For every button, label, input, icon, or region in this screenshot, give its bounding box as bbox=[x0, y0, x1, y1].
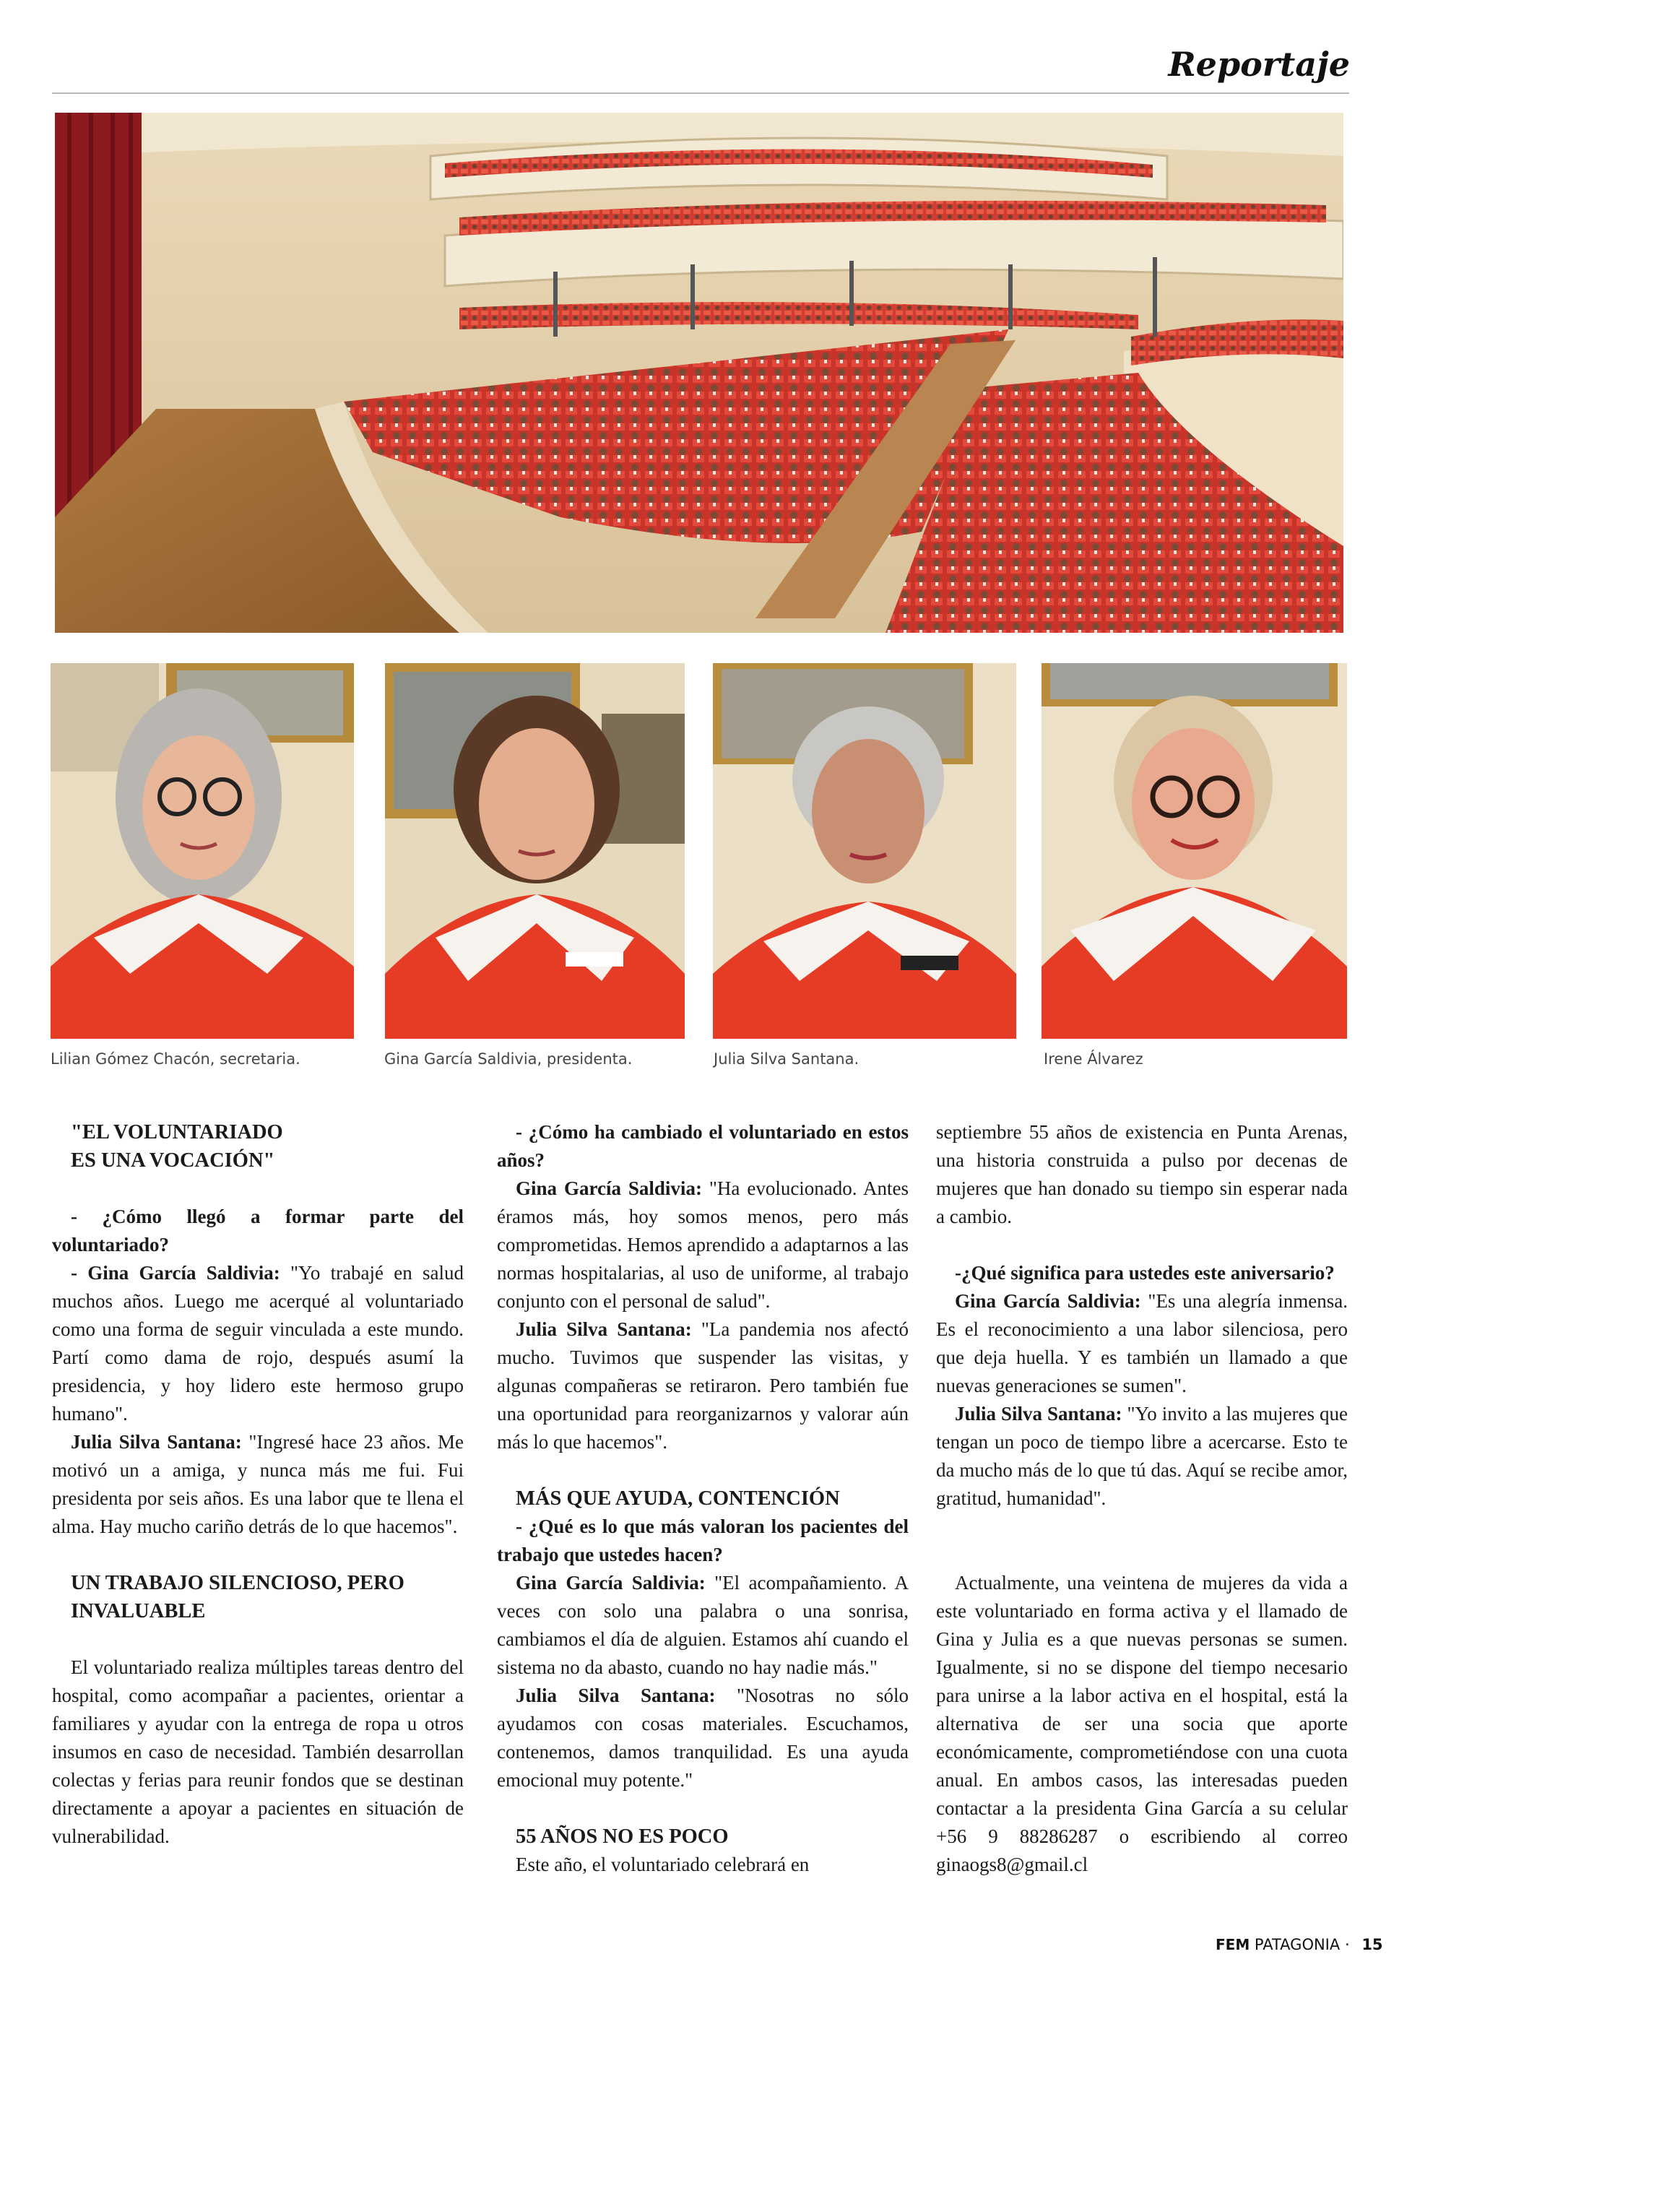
portrait-photo-icon bbox=[51, 663, 354, 1039]
page-number: 15 bbox=[1361, 1936, 1383, 1953]
section-heading: 55 AÑOS NO ES POCO bbox=[516, 1825, 729, 1848]
top-rule bbox=[52, 92, 1349, 94]
answer-text: "Ingresé hace 23 años. Me motivó un a amiga, y nunca más me fui. Fui presidenta por seis años. Es una labor que te llena el alma. Hay mucho cariño detrás de lo que hacemos". bbox=[52, 1431, 464, 1537]
caption-gina: Gina García Saldivia, presidenta. bbox=[384, 1050, 633, 1068]
answer-text: "Yo invito a las mujeres que tengan un poco de tiempo libre a acercarse. Esto te da mucho más de lo que tú das. Aquí se recibe amor, gratitud, humanidad". bbox=[936, 1403, 1348, 1509]
body-paragraph: Actualmente, una veintena de mujeres da vida a este voluntariado en forma activa y el llamado de Gina y Julia es a que nuevas personas se sumen. Igualmente, si no se dispone del tiempo necesario para unirse a la labor activa en el hospital, está la alternativa de ser una socia que aporte económicamente, comprometiéndose con una cuota anual. En ambos casos, las interesadas pueden contactar a la presidenta Gina García a su celular +56 9 88286287 o escribiendo al correo ginaogs8@gmail.cl bbox=[936, 1572, 1348, 1875]
question: - ¿Cómo llegó a formar parte del voluntariado? bbox=[52, 1206, 464, 1255]
auditorium-photo bbox=[55, 113, 1343, 633]
section-heading: ES UNA VOCACIÓN" bbox=[71, 1149, 275, 1172]
magazine-brand: FEM bbox=[1216, 1936, 1250, 1953]
question: - ¿Qué es lo que más valoran los pacientes del trabajo que ustedes hacen? bbox=[497, 1516, 909, 1565]
page-footer bbox=[1216, 1936, 1383, 1953]
answer bbox=[497, 1682, 909, 1794]
section-heading: MÁS QUE AYUDA, CONTENCIÓN bbox=[516, 1487, 840, 1510]
caption-lilian: Lilian Gómez Chacón, secretaria. bbox=[51, 1050, 300, 1068]
column-1 bbox=[52, 1118, 464, 1851]
column-2 bbox=[497, 1118, 909, 1879]
section-heading: "EL VOLUNTARIADO bbox=[71, 1121, 283, 1144]
speaker: Julia Silva Santana: bbox=[71, 1431, 242, 1453]
column-3 bbox=[936, 1118, 1348, 1879]
section-label: Reportaje bbox=[1168, 45, 1350, 84]
answer bbox=[497, 1315, 909, 1456]
answer bbox=[936, 1400, 1348, 1513]
answer bbox=[497, 1569, 909, 1682]
footer-separator: · bbox=[1344, 1936, 1350, 1953]
portrait-photo-icon bbox=[385, 663, 685, 1039]
answer-text: "Nosotras no sólo ayudamos con cosas materiales. Escuchamos, contenemos, damos tranquilidad. Es una ayuda emocional muy potente." bbox=[497, 1685, 909, 1791]
speaker: - Gina García Saldivia: bbox=[71, 1262, 280, 1284]
question: - ¿Cómo ha cambiado el voluntariado en estos años? bbox=[497, 1121, 909, 1171]
speaker: Gina García Saldivia: bbox=[516, 1177, 702, 1199]
answer-text: "Es una alegría inmensa. Es el reconocimiento a una labor silenciosa, pero que deja huella. Y es también un llamado a que nuevas generaciones se sumen". bbox=[936, 1290, 1348, 1396]
body-paragraph: El voluntariado realiza múltiples tareas dentro del hospital, como acompañar a pacientes, orientar a familiares y ayudar con la entrega de ropa u otros insumos en caso de necesidad. También desarrollan colectas y ferias para reunir fondos que se destinan directamente a apoyar a pacientes en situación de vulnerabilidad. bbox=[52, 1656, 464, 1847]
portrait-photo-icon bbox=[1042, 663, 1347, 1039]
answer bbox=[52, 1428, 464, 1541]
speaker: Julia Silva Santana: bbox=[516, 1318, 692, 1340]
portrait-gina bbox=[385, 663, 685, 1039]
caption-irene: Irene Álvarez bbox=[1044, 1050, 1143, 1068]
body-paragraph: Este año, el voluntariado celebrará en bbox=[516, 1854, 810, 1875]
answer-text: "La pandemia nos afectó mucho. Tuvimos que suspender las visitas, y algunas compañeras se retiraron. Pero también fue una oportunidad para reorganizarnos y valorar aún más lo que hacemos". bbox=[497, 1318, 909, 1453]
portrait-lilian bbox=[51, 663, 354, 1039]
caption-julia: Julia Silva Santana. bbox=[714, 1050, 860, 1068]
answer bbox=[52, 1259, 464, 1428]
speaker: Julia Silva Santana: bbox=[955, 1403, 1122, 1425]
question: -¿Qué significa para ustedes este aniversario? bbox=[955, 1262, 1335, 1284]
speaker: Julia Silva Santana: bbox=[516, 1685, 716, 1706]
section-heading: UN TRABAJO SILENCIOSO, PERO INVALUABLE bbox=[71, 1572, 404, 1622]
answer bbox=[936, 1287, 1348, 1400]
answer-text: "Ha evolucionado. Antes éramos más, hoy somos menos, pero más comprometidas. Hemos aprendido a adaptarnos a las normas hospitalarias, al uso de uniforme, al trabajo conjunto con el personal de salud". bbox=[497, 1177, 909, 1312]
speaker: Gina García Saldivia: bbox=[516, 1572, 706, 1594]
portrait-photo-icon bbox=[713, 663, 1016, 1039]
portrait-julia bbox=[713, 663, 1016, 1039]
portrait-irene bbox=[1042, 663, 1347, 1039]
answer-text: "El acompañamiento. A veces con solo una palabra o una sonrisa, cambiamos el día de alguien. Estamos ahí cuando el sistema no da abasto, cuando no hay nadie más." bbox=[497, 1572, 909, 1678]
speaker: Gina García Saldivia: bbox=[955, 1290, 1141, 1312]
answer bbox=[497, 1175, 909, 1315]
magazine-brand-suffix: PATAGONIA bbox=[1254, 1936, 1341, 1953]
body-paragraph: septiembre 55 años de existencia en Punta Arenas, una historia construida a pulso por decenas de mujeres que han donado su tiempo sin esperar nada a cambio. bbox=[936, 1121, 1348, 1227]
auditorium-photo-icon bbox=[55, 113, 1343, 633]
answer-text: "Yo trabajé en salud muchos años. Luego me acerqué al voluntariado como una forma de seguir vinculada a este mundo. Partí como dama de rojo, después asumí la presidencia, y hoy lidero este hermoso grupo humano". bbox=[52, 1262, 464, 1425]
